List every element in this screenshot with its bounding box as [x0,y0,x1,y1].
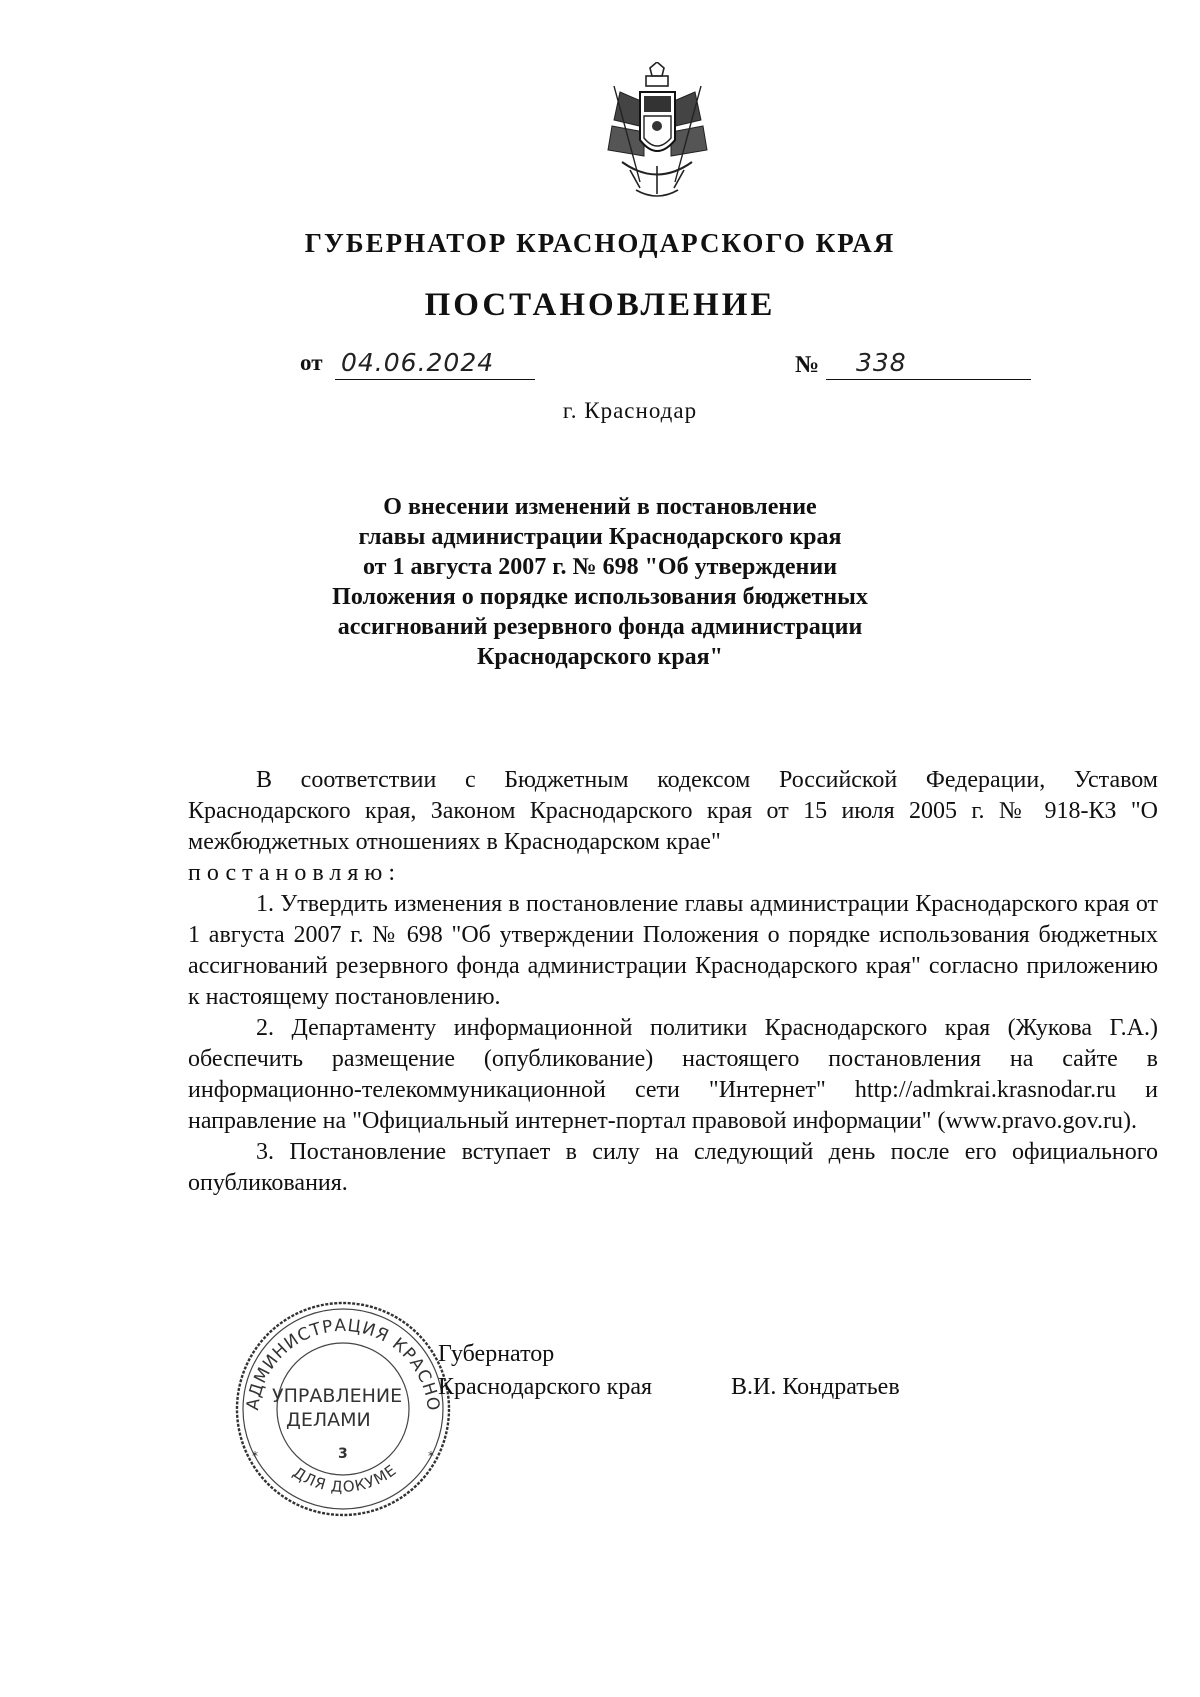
title-line: Положения о порядке использования бюджетных [332,584,868,610]
title-line: О внесении изменений в постановление [383,494,817,520]
stamp-inner-line1: УПРАВЛЕНИЕ [272,1385,403,1407]
title-line: главы администрации Краснодарского края [358,524,842,550]
document-title [0,492,1200,672]
preamble-paragraph [188,765,1158,858]
number-field: 338 [826,348,1031,380]
item-paragraph: 1. Утвердить изменения в постановление главы администрации Краснодарского края от 1 августа 2007 г. № 698 "Об утверждении Положения о порядке использования бюджетных ассигнований резервного фонда администрации Краснодарского края" согласно приложению к настоящему постановлению. [188,891,1158,1010]
stamp-star-icon: * [252,1449,258,1463]
resolve-paragraph [188,858,1158,889]
preamble-text: В соответствии с Бюджетным кодексом Российской Федерации, Уставом Краснодарского края, Законом Краснодарского края от 15 июля 2005 г. № 918-КЗ "О межбюджетных отношениях в Краснодарском крае" [188,767,1158,855]
organization-heading: ГУБЕРНАТОР КРАСНОДАРСКОГО КРАЯ [304,228,896,258]
stamp-star-icon: * [428,1449,434,1463]
krasnodar-coat-of-arms-icon [600,62,715,202]
position-line: Краснодарского края [438,1374,653,1400]
title-line: Краснодарского края" [477,644,723,670]
item-paragraph: 3. Постановление вступает в силу на следующий день после его официального опубликования. [188,1139,1158,1196]
stamp-bottom-text: ДЛЯ ДОКУМЕ [289,1460,401,1497]
stamp-number: 3 [338,1446,348,1462]
date-field: 04.06.2024 [335,348,535,380]
signatory-position [438,1338,652,1404]
number-label: № [795,352,820,378]
date-label: от [300,350,323,375]
stamp-inner-line2: ДЕЛАМИ [286,1409,371,1431]
title-line: ассигнований резервного фонда администрации [337,614,863,640]
stamp-outer-text: АДМИНИСТРАЦИЯ КРАСНО [243,1315,444,1413]
signatory-name: В.И. Кондратьев [731,1374,900,1400]
document-type-heading: ПОСТАНОВЛЕНИЕ [424,287,776,323]
item-paragraph: 2. Департаменту информационной политики Краснодарского края (Жукова Г.А.) обеспечить размещение (опубликование) настоящего постановления на сайте в информационно-телекоммуникационной сети "Интернет" http://admkrai.krasnodar.ru и направление на "Официальный интернет-портал правовой информации" (www.pravo.gov.ru). [188,1015,1158,1134]
resolve-word: постановляю: [188,860,401,886]
position-line: Губернатор [438,1341,555,1367]
document-body [188,765,1158,1199]
round-stamp [232,1298,454,1520]
city-line: г. Краснодар [562,398,698,423]
title-line: от 1 августа 2007 г. № 698 "Об утверждении [362,554,838,580]
